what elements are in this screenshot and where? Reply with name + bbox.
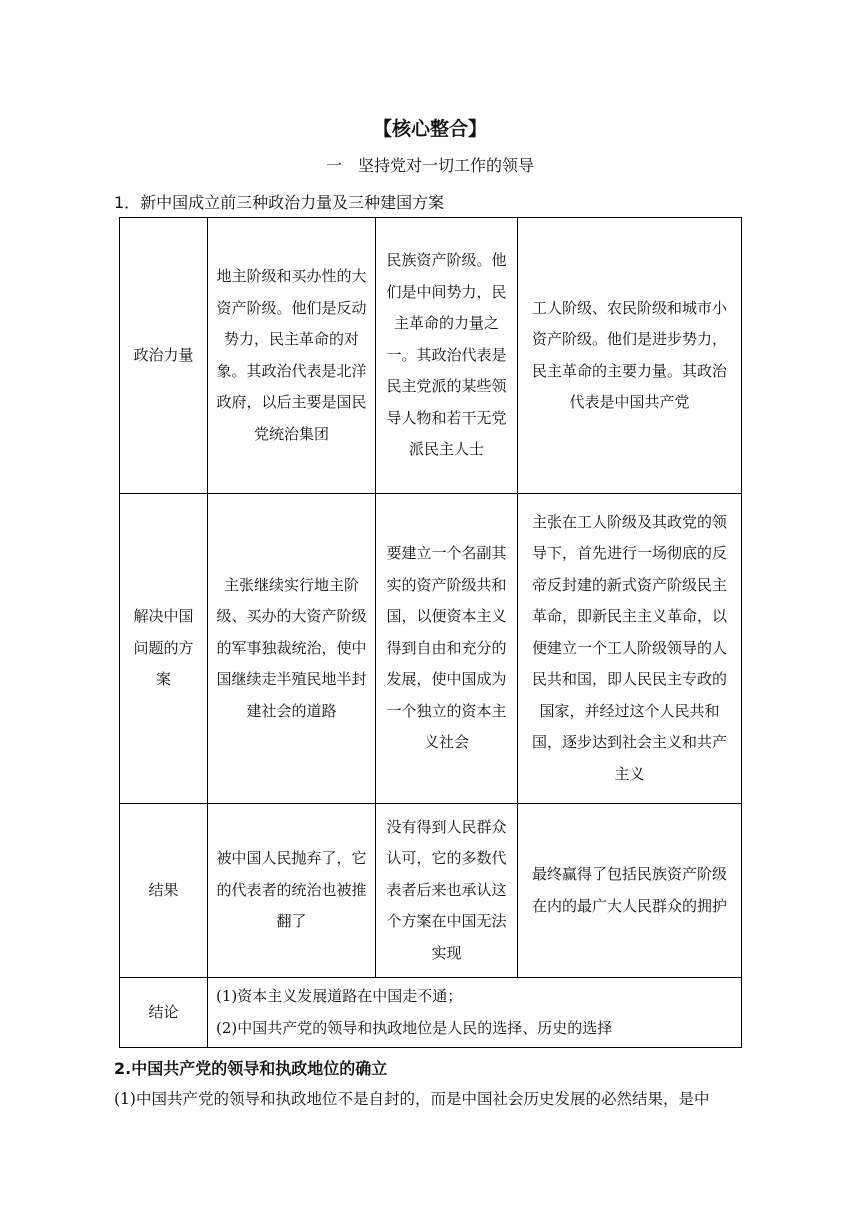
row-label-solution: 解决中国问题的方案 bbox=[120, 494, 208, 804]
row-label-political-force: 政治力量 bbox=[120, 218, 208, 494]
table-row bbox=[120, 804, 742, 978]
table-row bbox=[120, 494, 742, 804]
table-row bbox=[120, 978, 742, 1048]
table-cell: 工人阶级、农民阶级和城市小资产阶级。他们是进步势力，民主革命的主要力量。其政治代表是中国共产党 bbox=[518, 218, 742, 494]
table-cell: 没有得到人民群众认可，它的多数代表者后来也承认这个方案在中国无法实现 bbox=[376, 804, 518, 978]
conclusion-cell bbox=[208, 978, 742, 1048]
table-cell: 主张继续实行地主阶级、买办的大资产阶级的军事独裁统治，使中国继续走半殖民地半封建社会的道路 bbox=[208, 494, 376, 804]
page-title: 【核心整合】 bbox=[372, 118, 487, 140]
table-cell: 民族资产阶级。他们是中间势力，民主革命的力量之一。其政治代表是民主党派的某些领导人物和若干无党派民主人士 bbox=[376, 218, 518, 494]
paragraph: (1)中国共产党的领导和执政地位不是自封的，而是中国社会历史发展的必然结果，是中 bbox=[114, 1090, 710, 1108]
table-cell: 最终赢得了包括民族资产阶级在内的最广大人民群众的拥护 bbox=[518, 804, 742, 978]
section-title: 一 坚持党对一切工作的领导 bbox=[325, 156, 534, 175]
table-cell: 要建立一个名副其实的资产阶级共和国，以便资本主义得到自由和充分的发展，使中国成为一个独立的资本主义社会 bbox=[376, 494, 518, 804]
table-row bbox=[120, 218, 742, 494]
table-cell: 被中国人民抛弃了，它的代表者的统治也被推翻了 bbox=[208, 804, 376, 978]
row-label-result: 结果 bbox=[120, 804, 208, 978]
conclusion-line: (2)中国共产党的领导和执政地位是人民的选择、历史的选择 bbox=[216, 1018, 613, 1037]
row-label-conclusion: 结论 bbox=[120, 978, 208, 1048]
table-cell: 主张在工人阶级及其政党的领导下，首先进行一场彻底的反帝反封建的新式资产阶级民主革命，即新民主主义革命，以便建立一个工人阶级领导的人民共和国，即人民民主专政的国家，并经过这个人民共和国，逐步达到社会主义和共产主义 bbox=[518, 494, 742, 804]
comparison-table bbox=[119, 217, 742, 1048]
table-cell: 地主阶级和买办性的大资产阶级。他们是反动势力，民主革命的对象。其政治代表是北洋政府，以后主要是国民党统治集团 bbox=[208, 218, 376, 494]
heading-1: 1．新中国成立前三种政治力量及三种建国方案 bbox=[114, 193, 445, 212]
heading-2: 2.中国共产党的领导和执政地位的确立 bbox=[114, 1059, 388, 1078]
conclusion-line: (1)资本主义发展道路在中国走不通； bbox=[216, 987, 463, 1005]
